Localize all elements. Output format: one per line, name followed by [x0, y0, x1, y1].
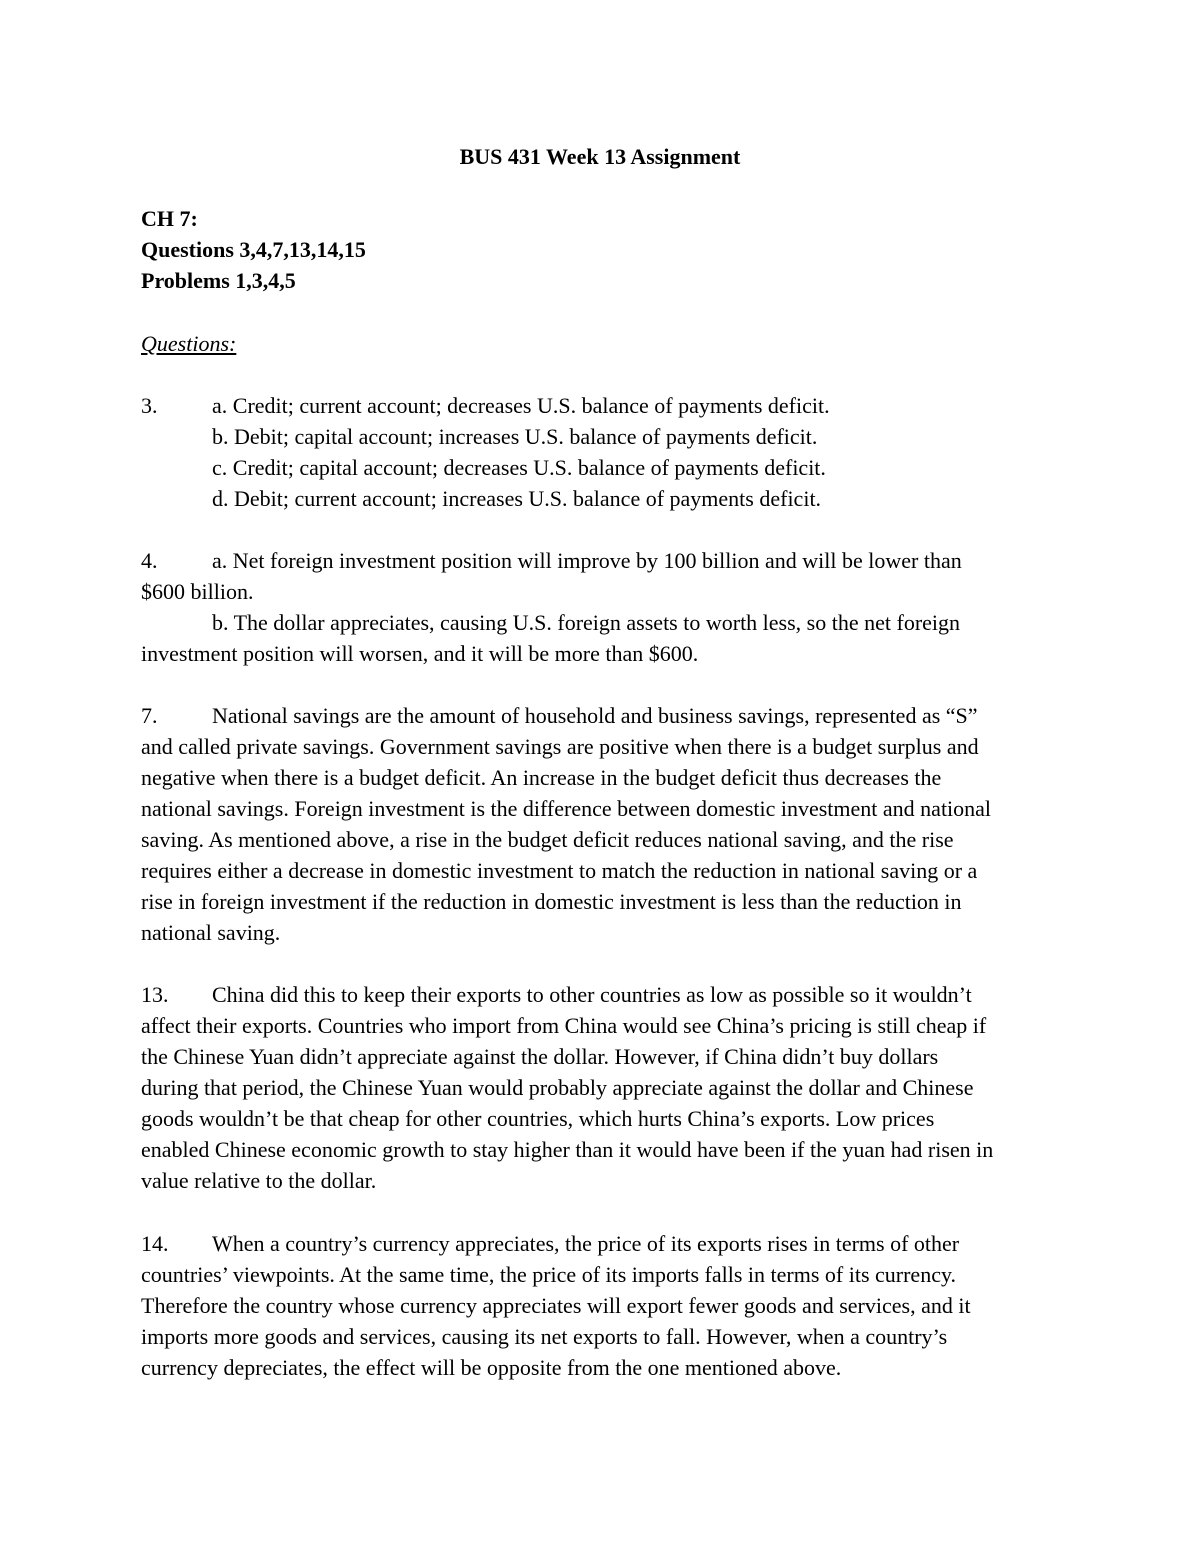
answer-part-a: a. Net foreign investment position will improve by 100 billion and will be lower than [212, 548, 962, 573]
answer-q13 [141, 979, 1061, 1196]
answer-text: national saving. [141, 920, 281, 945]
answer-text: affect their exports. Countries who import from China would see China’s pricing is still cheap if [141, 1013, 987, 1038]
chapter-label: CH 7: [141, 206, 198, 231]
answer-q3 [141, 390, 1061, 514]
answer-line [141, 979, 1061, 1010]
answer-text: the Chinese Yuan didn’t appreciate against the dollar. However, if China didn’t buy dollars [141, 1044, 939, 1069]
answer-text: and called private savings. Government savings are positive when there is a budget surplus and [141, 734, 979, 759]
answer-part-b: b. Debit; capital account; increases U.S. balance of payments deficit. [212, 424, 818, 449]
question-number: 4. [141, 548, 158, 573]
page-title: BUS 431 Week 13 Assignment [459, 144, 741, 169]
answer-text: during that period, the Chinese Yuan would probably appreciate against the dollar and Chinese [141, 1075, 974, 1100]
answer-text: imports more goods and services, causing its net exports to fall. However, when a country’s [141, 1324, 948, 1349]
answer-text: goods wouldn’t be that cheap for other countries, which hurts China’s exports. Low prices [141, 1106, 935, 1131]
answer-text: enabled Chinese economic growth to stay higher than it would have been if the yuan had risen in [141, 1137, 994, 1162]
assignment-header [141, 203, 366, 296]
answer-line [141, 1228, 1061, 1259]
answer-part-b-continued: investment position will worsen, and it will be more than $600. [141, 641, 699, 666]
answer-text: China did this to keep their exports to other countries as low as possible so it wouldn’t [212, 982, 972, 1007]
question-number: 7. [141, 703, 158, 728]
question-number: 3. [141, 393, 158, 418]
answer-part-d: d. Debit; current account; increases U.S. balance of payments deficit. [212, 486, 822, 511]
answer-q4 [141, 545, 1061, 669]
answer-part-a-continued: $600 billion. [141, 579, 254, 604]
answer-line [141, 545, 1061, 576]
question-number: 14. [141, 1231, 169, 1256]
answer-text: negative when there is a budget deficit. An increase in the budget deficit thus decreases the [141, 765, 942, 790]
answer-q7 [141, 700, 1061, 948]
answer-text: value relative to the dollar. [141, 1168, 377, 1193]
answer-q14 [141, 1228, 1061, 1383]
answer-text: currency depreciates, the effect will be opposite from the one mentioned above. [141, 1355, 842, 1380]
question-number: 13. [141, 982, 169, 1007]
answer-text: rise in foreign investment if the reduction in domestic investment is less than the reduction in [141, 889, 962, 914]
answer-part-a: a. Credit; current account; decreases U.S. balance of payments deficit. [212, 393, 830, 418]
answer-text: National savings are the amount of household and business savings, represented as “S” [212, 703, 978, 728]
questions-list: Questions 3,4,7,13,14,15 [141, 237, 366, 262]
answer-text: When a country’s currency appreciates, the price of its exports rises in terms of other [212, 1231, 960, 1256]
answer-line [141, 390, 1061, 421]
problems-list: Problems 1,3,4,5 [141, 268, 296, 293]
answer-text: requires either a decrease in domestic investment to match the reduction in national saving or a [141, 858, 978, 883]
questions-heading: Questions: [141, 331, 237, 356]
answer-line [141, 700, 1061, 731]
answer-part-c: c. Credit; capital account; decreases U.S. balance of payments deficit. [212, 455, 826, 480]
answer-text: saving. As mentioned above, a rise in the budget deficit reduces national saving, and the rise [141, 827, 954, 852]
answer-text: national savings. Foreign investment is the difference between domestic investment and national [141, 796, 992, 821]
answer-part-b: b. The dollar appreciates, causing U.S. foreign assets to worth less, so the net foreign [212, 610, 961, 635]
answer-text: Therefore the country whose currency appreciates will export fewer goods and services, and it [141, 1293, 971, 1318]
answer-text: countries’ viewpoints. At the same time, the price of its imports falls in terms of its currency. [141, 1262, 957, 1287]
